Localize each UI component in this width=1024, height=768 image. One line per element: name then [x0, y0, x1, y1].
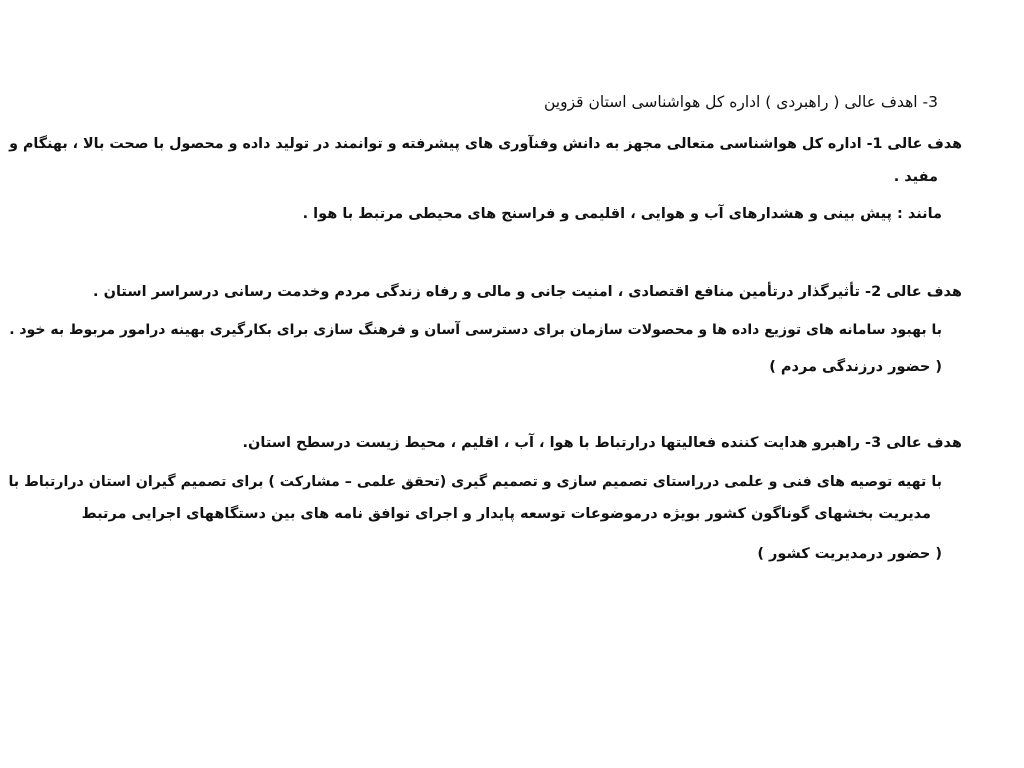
goal2-heading: هدف عالی 2- تأثیرگذار درتأمین منافع اقتصادی ، امنیت جانی و مالی و رفاه زندگی مردم وخدمت رسانی درسراسر استان .: [93, 284, 962, 300]
goal1-example: مانند : پیش بینی و هشدارهای آب و هوایی ، اقلیمی و فراسنج های محیطی مرتبط با هوا .: [302, 206, 942, 222]
goal2-note: ( حضور درزندگی مردم ): [769, 359, 942, 375]
page-title: 3- اهدف عالی ( راهبردی ) اداره کل هواشناسی استان قزوین: [543, 93, 938, 111]
goal3-note: ( حضور درمدیریت کشور ): [757, 546, 942, 562]
goal1-heading-line1: هدف عالی 1- اداره کل هواشناسی متعالی مجهز به دانش وفنآوری های پیشرفته و توانمند در تولید داده و محصول با صحت بالا ، بهنگام و: [9, 136, 962, 152]
goal2-detail: با بهبود سامانه های توزیع داده ها و محصولات سازمان برای دسترسی آسان و فرهنگ سازی برای بکارگیری بهینه درامور مربوط به خود .: [9, 322, 942, 338]
goal3-detail-line2: مدیریت بخشهای گوناگون کشور بویژه درموضوعات توسعه پایدار و اجرای توافق نامه های بین دستگاههای اجرایی مرتبط: [81, 506, 931, 522]
goal3-detail-line1: با تهیه توصیه های فنی و علمی درراستای تصمیم سازی و تصمیم گیری (تحقق علمی – مشارکت ) برای تصمیم گیران استان درارتباط با: [8, 474, 942, 490]
goal3-heading: هدف عالی 3- راهبرو هدایت کننده فعالیتها درارتباط با هوا ، آب ، اقلیم ، محیط زیست درسطح استان.: [242, 435, 962, 451]
goal1-heading-line2: مفید .: [893, 169, 938, 185]
